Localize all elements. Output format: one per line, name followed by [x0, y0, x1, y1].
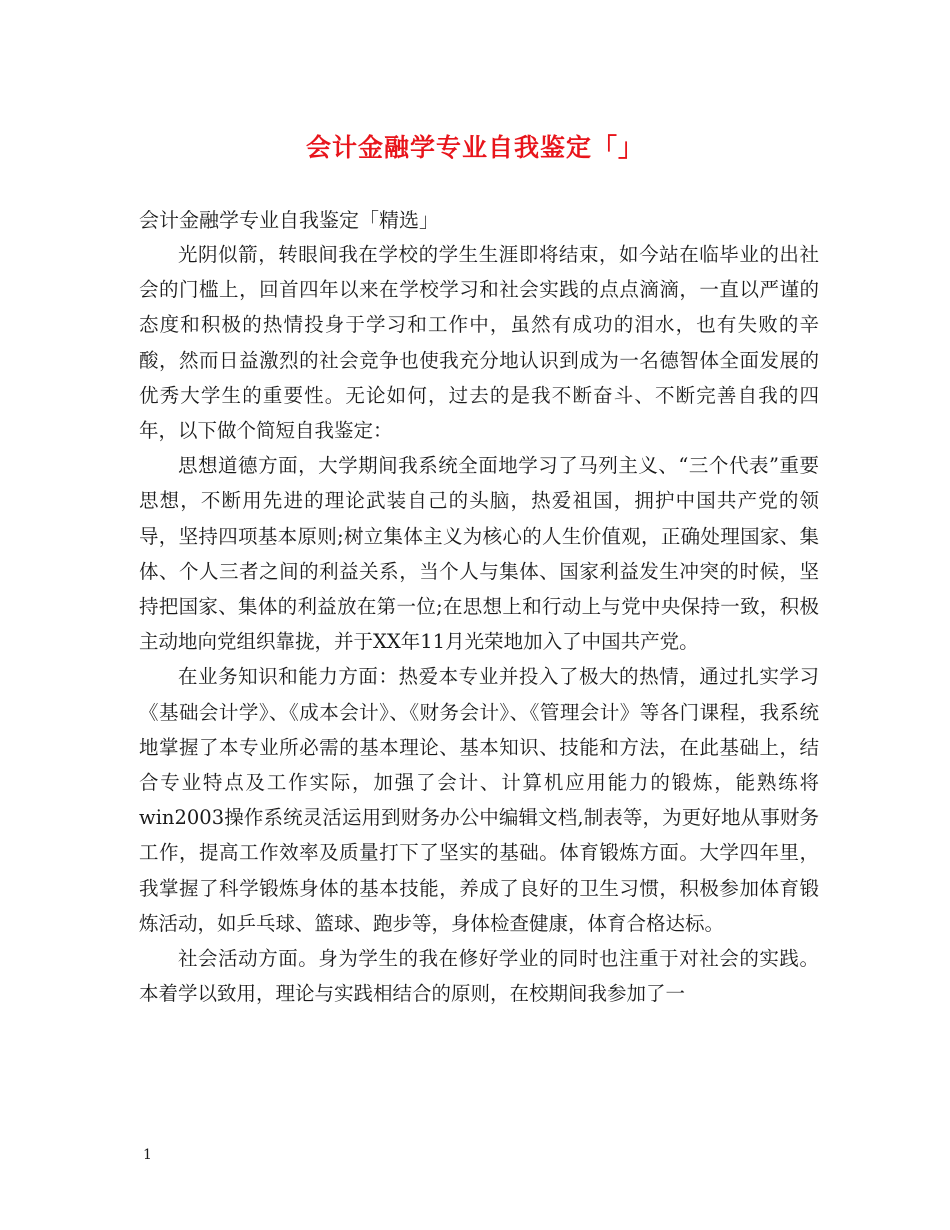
paragraph-social: 社会活动方面。身为学生的我在修好学业的同时也注重于对社会的实践。本着学以致用，理论与实践相结合的原则，在校期间我参加了一: [139, 947, 819, 1006]
paragraph-intro: 光阴似箭，转眼间我在学校的学生生涯即将结束，如今站在临毕业的出社会的门槛上，回首四年以来在学校学习和社会实践的点点滴滴，一直以严谨的态度和积极的热情投身于学习和工作中，虽然有成功的泪水，也有失败的辛酸，然而日益激烈的社会竞争也使我充分地认识到成为一名德智体全面发展的优秀大学生的重要性。无论如何，过去的是我不断奋斗、不断完善自我的四年，以下做个简短自我鉴定：: [139, 243, 819, 443]
document-subtitle: 会计金融学专业自我鉴定「精选」: [139, 208, 439, 232]
paragraph-ideology: 思想道德方面，大学期间我系统全面地学习了马列主义、“三个代表”重要思想，不断用先进的理论武装自己的头脑，热爱祖国，拥护中国共产党的领导，坚持四项基本原则;树立集体主义为核心的人生价值观，正确处理国家、集体、个人三者之间的利益关系，当个人与集体、国家利益发生冲突的时候，坚持把国家、集体的利益放在第一位;在思想上和行动上与党中央保持一致，积极主动地向党组织靠拢，并于XX年11月光荣地加入了中国共产党。: [139, 454, 819, 654]
document-body: [139, 237, 819, 1011]
document-title: 会计金融学专业自我鉴定「」: [305, 133, 644, 162]
paragraph-professional: 在业务知识和能力方面：热爱本专业并投入了极大的热情，通过扎实学习《基础会计学》、《成本会计》、《财务会计》、《管理会计》等各门课程，我系统地掌握了本专业所必需的基本理论、基本知识、技能和方法，在此基础上，结合专业特点及工作实际，加强了会计、计算机应用能力的锻炼，能熟练将win2003操作系统灵活运用到财务办公中编辑文档,制表等，为更好地从事财务工作，提高工作效率及质量打下了坚实的基础。体育锻炼方面。大学四年里，我掌握了科学锻炼身体的基本技能，养成了良好的卫生习惯，积极参加体育锻炼活动，如乒乓球、篮球、跑步等，身体检查健康，体育合格达标。: [139, 665, 819, 935]
page-number: 1: [143, 1147, 152, 1163]
